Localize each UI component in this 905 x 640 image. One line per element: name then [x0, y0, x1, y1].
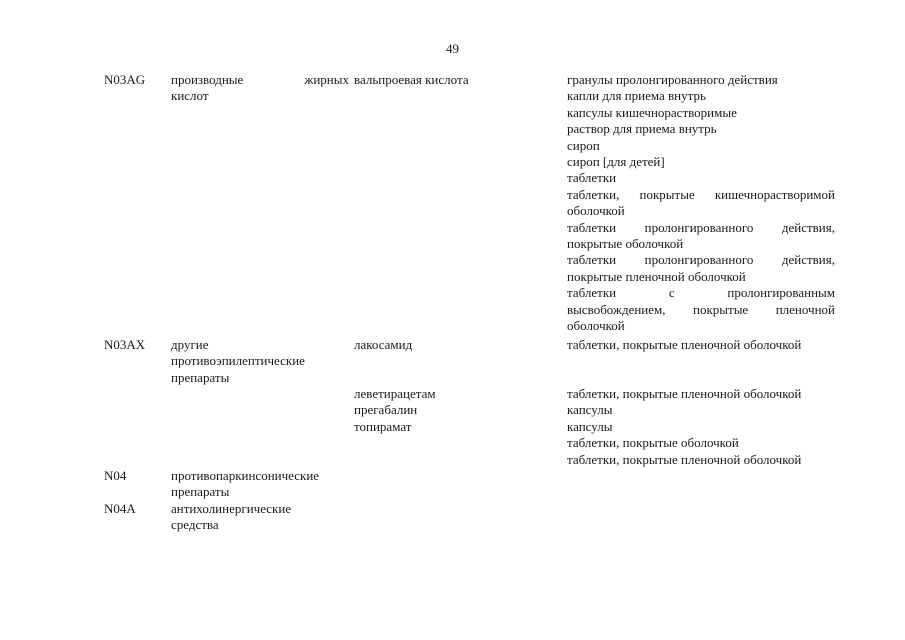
dosage-form-line: гранулы пролонгированного действия: [567, 72, 778, 87]
group-line: другие: [171, 337, 209, 352]
dosage-form-line: высвобождением, покрытые пленочной: [567, 301, 835, 317]
dosage-form-line: капсулы: [567, 402, 613, 418]
atc-group: [171, 72, 349, 105]
group-line: препараты: [171, 484, 230, 500]
dosage-form-line: покрытые оболочкой: [567, 236, 684, 252]
atc-code: N03AG: [104, 72, 146, 87]
group-line: средства: [171, 517, 219, 533]
dosage-form-line: таблетки с пролонгированным: [567, 285, 835, 301]
atc-group: [171, 501, 349, 534]
group-line: производные жирных: [171, 72, 349, 87]
group-line: кислот: [171, 88, 209, 104]
atc-code: N03AX: [104, 337, 146, 352]
atc-group: [171, 468, 349, 501]
drug-name: прегабалин: [354, 402, 418, 418]
dosage-form-line: таблетки, покрытые пленочной оболочкой: [567, 386, 802, 401]
dosage-form-line: капсулы: [567, 418, 613, 434]
dosage-form-line: оболочкой: [567, 318, 625, 334]
dosage-forms: [567, 386, 835, 468]
dosage-form-line: таблетки, покрытые пленочной оболочкой: [567, 337, 802, 352]
dosage-form-line: оболочкой: [567, 203, 625, 219]
drug-name: вальпроевая кислота: [354, 72, 469, 87]
group-line: противоэпилептические: [171, 353, 305, 369]
dosage-form-line: сироп [для детей]: [567, 154, 665, 170]
page-number: 49: [446, 41, 459, 56]
dosage-forms: [567, 337, 835, 353]
dosage-form-line: таблетки: [567, 170, 617, 186]
group-line: препараты: [171, 369, 230, 385]
dosage-form-line: раствор для приема внутрь: [567, 121, 717, 137]
dosage-form-line: сироп: [567, 137, 600, 153]
dosage-form-line: таблетки, покрытые оболочкой: [567, 435, 739, 451]
drug-name: топирамат: [354, 418, 412, 434]
dosage-form-line: капсулы кишечнорастворимые: [567, 104, 737, 120]
atc-code: N04: [104, 468, 127, 483]
dosage-form-line: таблетки, покрытые пленочной оболочкой: [567, 451, 802, 467]
dosage-forms: [567, 72, 835, 335]
dosage-form-line: покрытые пленочной оболочкой: [567, 268, 746, 284]
atc-code: N04A: [104, 501, 136, 516]
dosage-form-line: таблетки пролонгированного действия,: [567, 252, 835, 268]
dosage-form-line: капли для приема внутрь: [567, 88, 706, 104]
atc-group: [171, 337, 349, 386]
drug-name: леветирацетам: [354, 386, 436, 401]
drug-name: лакосамид: [354, 337, 413, 352]
drug-list: [354, 386, 554, 435]
group-line: противопаркинсонические: [171, 468, 320, 483]
dosage-form-line: таблетки пролонгированного действия,: [567, 219, 835, 235]
dosage-form-line: таблетки, покрытые кишечнорастворимой: [567, 186, 835, 202]
group-line: антихолинергические: [171, 501, 292, 516]
